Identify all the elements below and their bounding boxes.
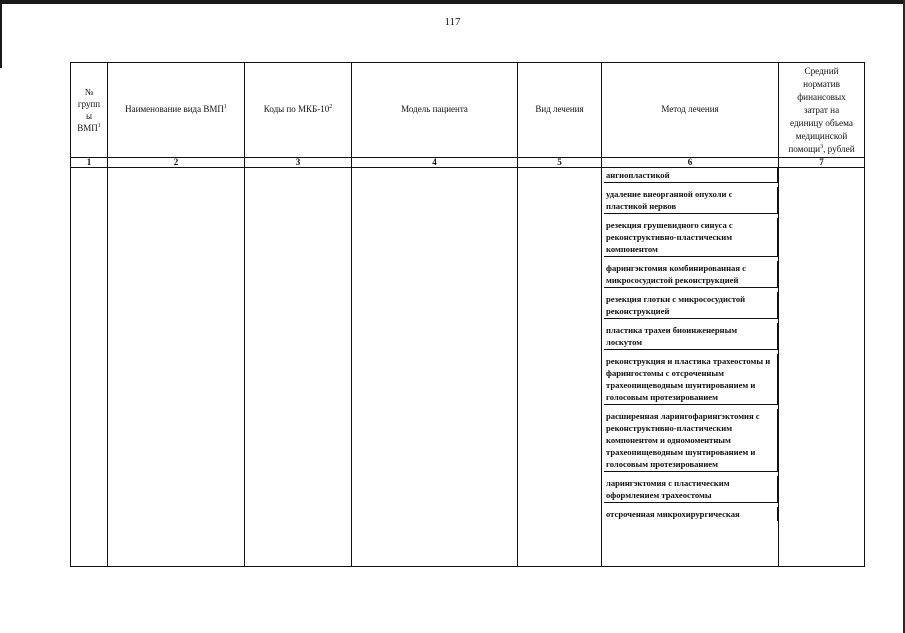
table-row [71, 168, 865, 567]
list-item: фарингэктомия комбинированная с микрососудистой реконструкцией [604, 261, 778, 288]
column-number: 6 [602, 158, 779, 168]
cell-vmp-name [108, 168, 245, 567]
column-number: 2 [108, 158, 245, 168]
header-cost-standard: Средний норматив финансовых затрат на единицу объема медицинской помощи$^3$, рублей [779, 63, 865, 158]
list-item: отсроченная микрохирургическая [604, 507, 778, 521]
scan-edge-top [0, 0, 905, 4]
header-treatment-type: Вид лечения [518, 63, 602, 158]
column-number-row [71, 158, 865, 168]
column-number: 5 [518, 158, 602, 168]
scan-edge-left [0, 0, 2, 68]
column-number: 7 [779, 158, 865, 168]
vmp-table [70, 62, 865, 567]
list-item: резекция грушевидного синуса с реконструктивно-пластическим компонентом [604, 218, 778, 257]
list-item: реконструкция и пластика трахеостомы и фарингостомы с отсроченным трахеопищеводным шунтированием и голосовым протезированием [604, 354, 778, 405]
cell-treatment-type [518, 168, 602, 567]
cell-patient-model [352, 168, 518, 567]
header-patient-model: Модель пациента [352, 63, 518, 158]
header-vmp-name: Наименование вида ВМП$^1$ [108, 63, 245, 158]
cell-group-number [71, 168, 108, 567]
page-number: 117 [444, 16, 461, 28]
cell-icd-codes [245, 168, 352, 567]
column-number: 4 [352, 158, 518, 168]
list-item: резекция глотки с микрососудистой реконструкцией [604, 292, 778, 319]
header-treatment-method: Метод лечения [602, 63, 779, 158]
header-group-number: № групп ы ВМП$^1$ [71, 63, 108, 158]
list-item: ларингэктомия с пластическим оформлением трахеостомы [604, 476, 778, 503]
list-item: ангиопластикой [604, 168, 778, 183]
column-number: 1 [71, 158, 108, 168]
column-number: 3 [245, 158, 352, 168]
list-item: пластика трахеи биоинженерным лоскутом [604, 323, 778, 350]
cell-treatment-methods [602, 168, 779, 567]
methods-list [602, 168, 778, 521]
header-row [71, 63, 865, 158]
header-icd-codes: Коды по МКБ-$10^2$ [245, 63, 352, 158]
cell-cost-standard [779, 168, 865, 567]
list-item: удаление внеорганной опухоли с пластикой нервов [604, 187, 778, 214]
list-item: расширенная ларингофарингэктомия с реконструктивно-пластическим компонентом и одномоментным трахеопищеводным шунтированием и голосовым протезированием [604, 409, 778, 472]
